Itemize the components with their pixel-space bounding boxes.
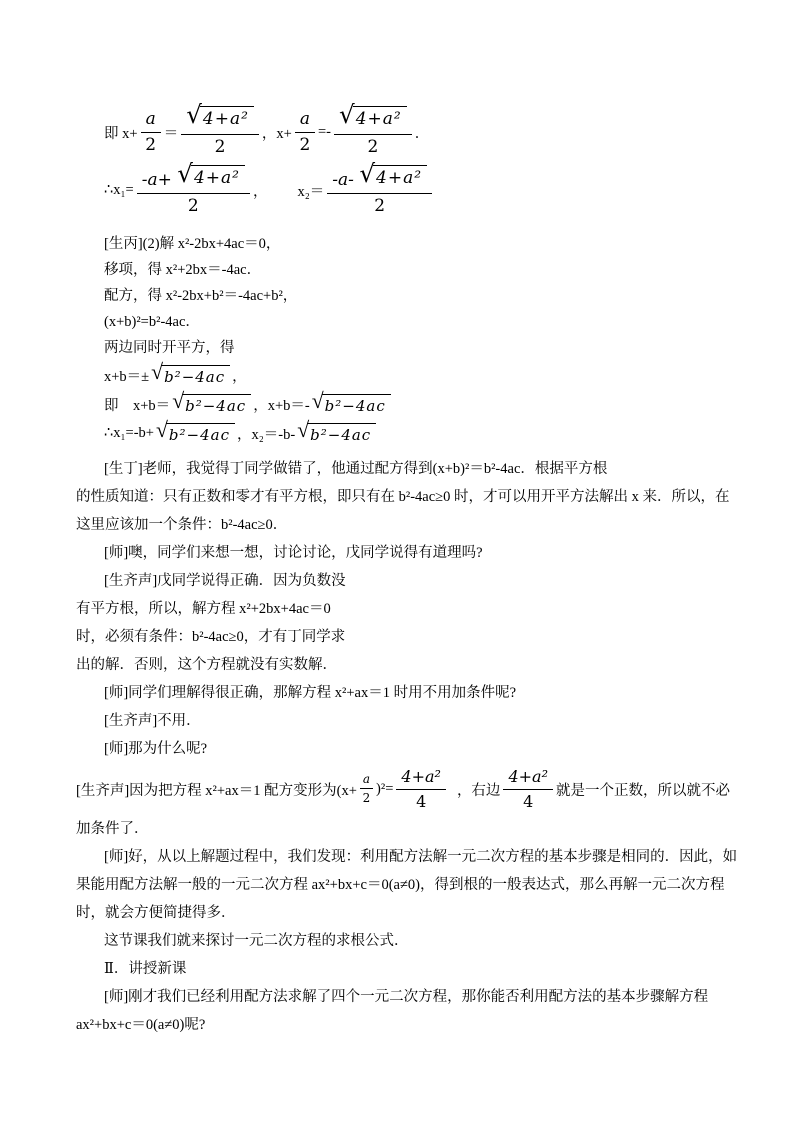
radicand: b²−4ac [182, 394, 251, 415]
fraction-numerator: 4+a² [396, 767, 446, 790]
fraction [396, 767, 446, 812]
dialogue-line: 出的解．否则，这个方程就没有实数解． [76, 657, 337, 674]
math-text: ∴x₁=-b+ [104, 424, 154, 441]
fraction-denominator: 4 [416, 791, 427, 811]
fraction [334, 100, 412, 159]
fraction-numerator: a [360, 772, 373, 789]
math-text: 即 x+ [104, 125, 138, 142]
radicand: b²−4ac [322, 394, 391, 415]
fraction-numerator [327, 158, 432, 194]
section-heading: Ⅱ．讲授新课 [104, 961, 187, 978]
square-root [339, 100, 407, 131]
radicand: 4+a² [191, 165, 245, 188]
fraction [181, 100, 259, 159]
dialogue-line: 的性质知道：只有正数和零才有平方根，即只有在 b²-4ac≥0 时，才可以用开平方法解出 x 来．所以，在 [76, 489, 730, 506]
square-root [155, 417, 235, 445]
dialogue-line: [生齐声]不用． [104, 713, 201, 730]
radicand: b²−4ac [166, 423, 235, 444]
dialogue-formula-line [76, 763, 794, 815]
dialogue-line: 这节课我们就来探讨一元二次方程的求根公式． [104, 933, 409, 950]
fraction-numerator: a [295, 109, 315, 133]
radicand: 4+a² [373, 165, 427, 188]
radical-sign: √ [186, 100, 202, 129]
fraction-numerator [181, 100, 259, 135]
math-text: =- [318, 123, 332, 140]
math-text: [生齐声]因为把方程 x²+ax＝1 配方变形为(x+ [76, 782, 357, 799]
fraction-denominator: 2 [362, 791, 371, 806]
dialogue-line: ax²+bx+c＝0(a≠0)呢? [76, 1017, 206, 1034]
math-text: ，右边 [456, 782, 501, 799]
square-root [151, 360, 230, 387]
formula-line-x1-x2 [104, 158, 794, 218]
radicand: 4+a² [200, 106, 254, 129]
fraction-denominator: 2 [367, 137, 379, 158]
radical-sign: √ [359, 158, 376, 188]
fraction [360, 772, 373, 806]
fraction [327, 158, 432, 218]
fraction-numerator: a [141, 109, 161, 133]
radical-sign: √ [155, 417, 168, 442]
math-text: ． [414, 125, 430, 142]
formula-line-two-roots [104, 390, 794, 419]
square-root [359, 158, 427, 190]
math-text: ，x+ [261, 125, 292, 142]
radical-sign: √ [177, 158, 193, 188]
fraction-numerator: 4+a² [503, 767, 553, 790]
dialogue-line: [生齐声]戊同学说得正确．因为负数没 [104, 573, 346, 590]
fraction-numerator [334, 100, 412, 135]
square-root [186, 100, 254, 131]
dialogue-line: [师]同学们理解得很正确，那解方程 x²+ax＝1 时用不用加条件呢? [104, 685, 517, 702]
math-text: 即 x+b＝ [104, 398, 171, 415]
dialogue-line: [师]刚才我们已经利用配方法求解了四个一元二次方程，那你能否利用配方法的基本步骤解方程 [104, 989, 709, 1006]
fraction-denominator: 4 [523, 791, 534, 811]
math-text: ， [232, 369, 247, 386]
math-text: -a+ [141, 169, 172, 190]
solution-step-line: 配方，得 x²-2bx+b²＝-4ac+b²， [104, 288, 298, 304]
math-text: ，x+b＝- [253, 398, 310, 415]
dialogue-line: 时，必须有条件：b²-4ac≥0，才有丁同学求 [76, 629, 346, 646]
math-text: x+b＝± [104, 369, 150, 386]
fraction [295, 109, 315, 157]
radical-sign: √ [339, 100, 355, 129]
radical-sign: √ [297, 417, 310, 442]
solution-step-line: (x+b)²=b²-4ac． [104, 314, 200, 330]
formula-line-x1-x2-b [104, 419, 794, 448]
solution-step-line: 两边同时开平方，得 [104, 340, 235, 356]
dialogue-line: 这里应该加一个条件：b²-4ac≥0． [76, 517, 288, 534]
fraction-denominator: 2 [214, 137, 226, 158]
formula-line-x-plus-a-half [104, 100, 794, 159]
radicand: b²−4ac [307, 423, 376, 444]
dialogue-line: 果能用配方法解一般的一元二次方程 ax²+bx+c＝0(a≠0)，得到根的一般表达式，那么再解一元二次方程 [76, 877, 725, 894]
fraction [141, 109, 161, 157]
dialogue-line: 时，就会方便简捷得多． [76, 905, 236, 922]
dialogue-line: [师]那为什么呢? [104, 741, 208, 758]
square-root [297, 417, 376, 445]
fraction-denominator: 2 [374, 195, 386, 216]
formula-line-pm-sqrt [104, 361, 794, 390]
math-text: ，x₂＝-b- [236, 426, 296, 443]
fraction-denominator: 2 [145, 134, 157, 155]
square-root [177, 158, 245, 190]
radicand: 4+a² [353, 106, 407, 129]
dialogue-line: [师]噢，同学们来想一想，讨论讨论，戊同学说得有道理吗? [104, 545, 483, 562]
dialogue-line: [师]好，从以上解题过程中，我们发现：利用配方法解一元二次方程的基本步骤是相同的．因此，如 [104, 849, 738, 866]
math-text: ＝ [163, 125, 179, 142]
solution-step-line: [生丙](2)解 x²-2bx+4ac＝0， [104, 236, 281, 252]
radicand: b²−4ac [161, 365, 230, 386]
solution-step-line: 移项，得 x²+2bx＝-4ac． [104, 262, 262, 278]
fraction [503, 767, 553, 812]
math-text: ， [252, 184, 268, 201]
square-root [172, 388, 251, 416]
radical-sign: √ [172, 388, 185, 413]
math-text: ∴x₁= [104, 182, 134, 199]
math-text: -a- [332, 169, 354, 190]
dialogue-line: [生丁]老师，我觉得丁同学做错了，他通过配方得到(x+b)²＝b²-4ac．根据平方根 [104, 461, 608, 478]
math-text: )²= [376, 780, 394, 797]
radical-sign: √ [311, 388, 324, 413]
fraction-denominator: 2 [299, 134, 311, 155]
fraction-numerator [137, 158, 250, 194]
dialogue-line: 加条件了． [76, 821, 149, 838]
math-text: x₂＝ [297, 184, 325, 201]
square-root [311, 388, 391, 416]
fraction [137, 158, 250, 218]
radical-sign: √ [151, 360, 164, 384]
dialogue-line: 有平方根，所以，解方程 x²+2bx+4ac＝0 [76, 601, 331, 618]
fraction-denominator: 2 [187, 195, 199, 216]
math-text: 就是一个正数，所以就不必 [555, 782, 730, 799]
